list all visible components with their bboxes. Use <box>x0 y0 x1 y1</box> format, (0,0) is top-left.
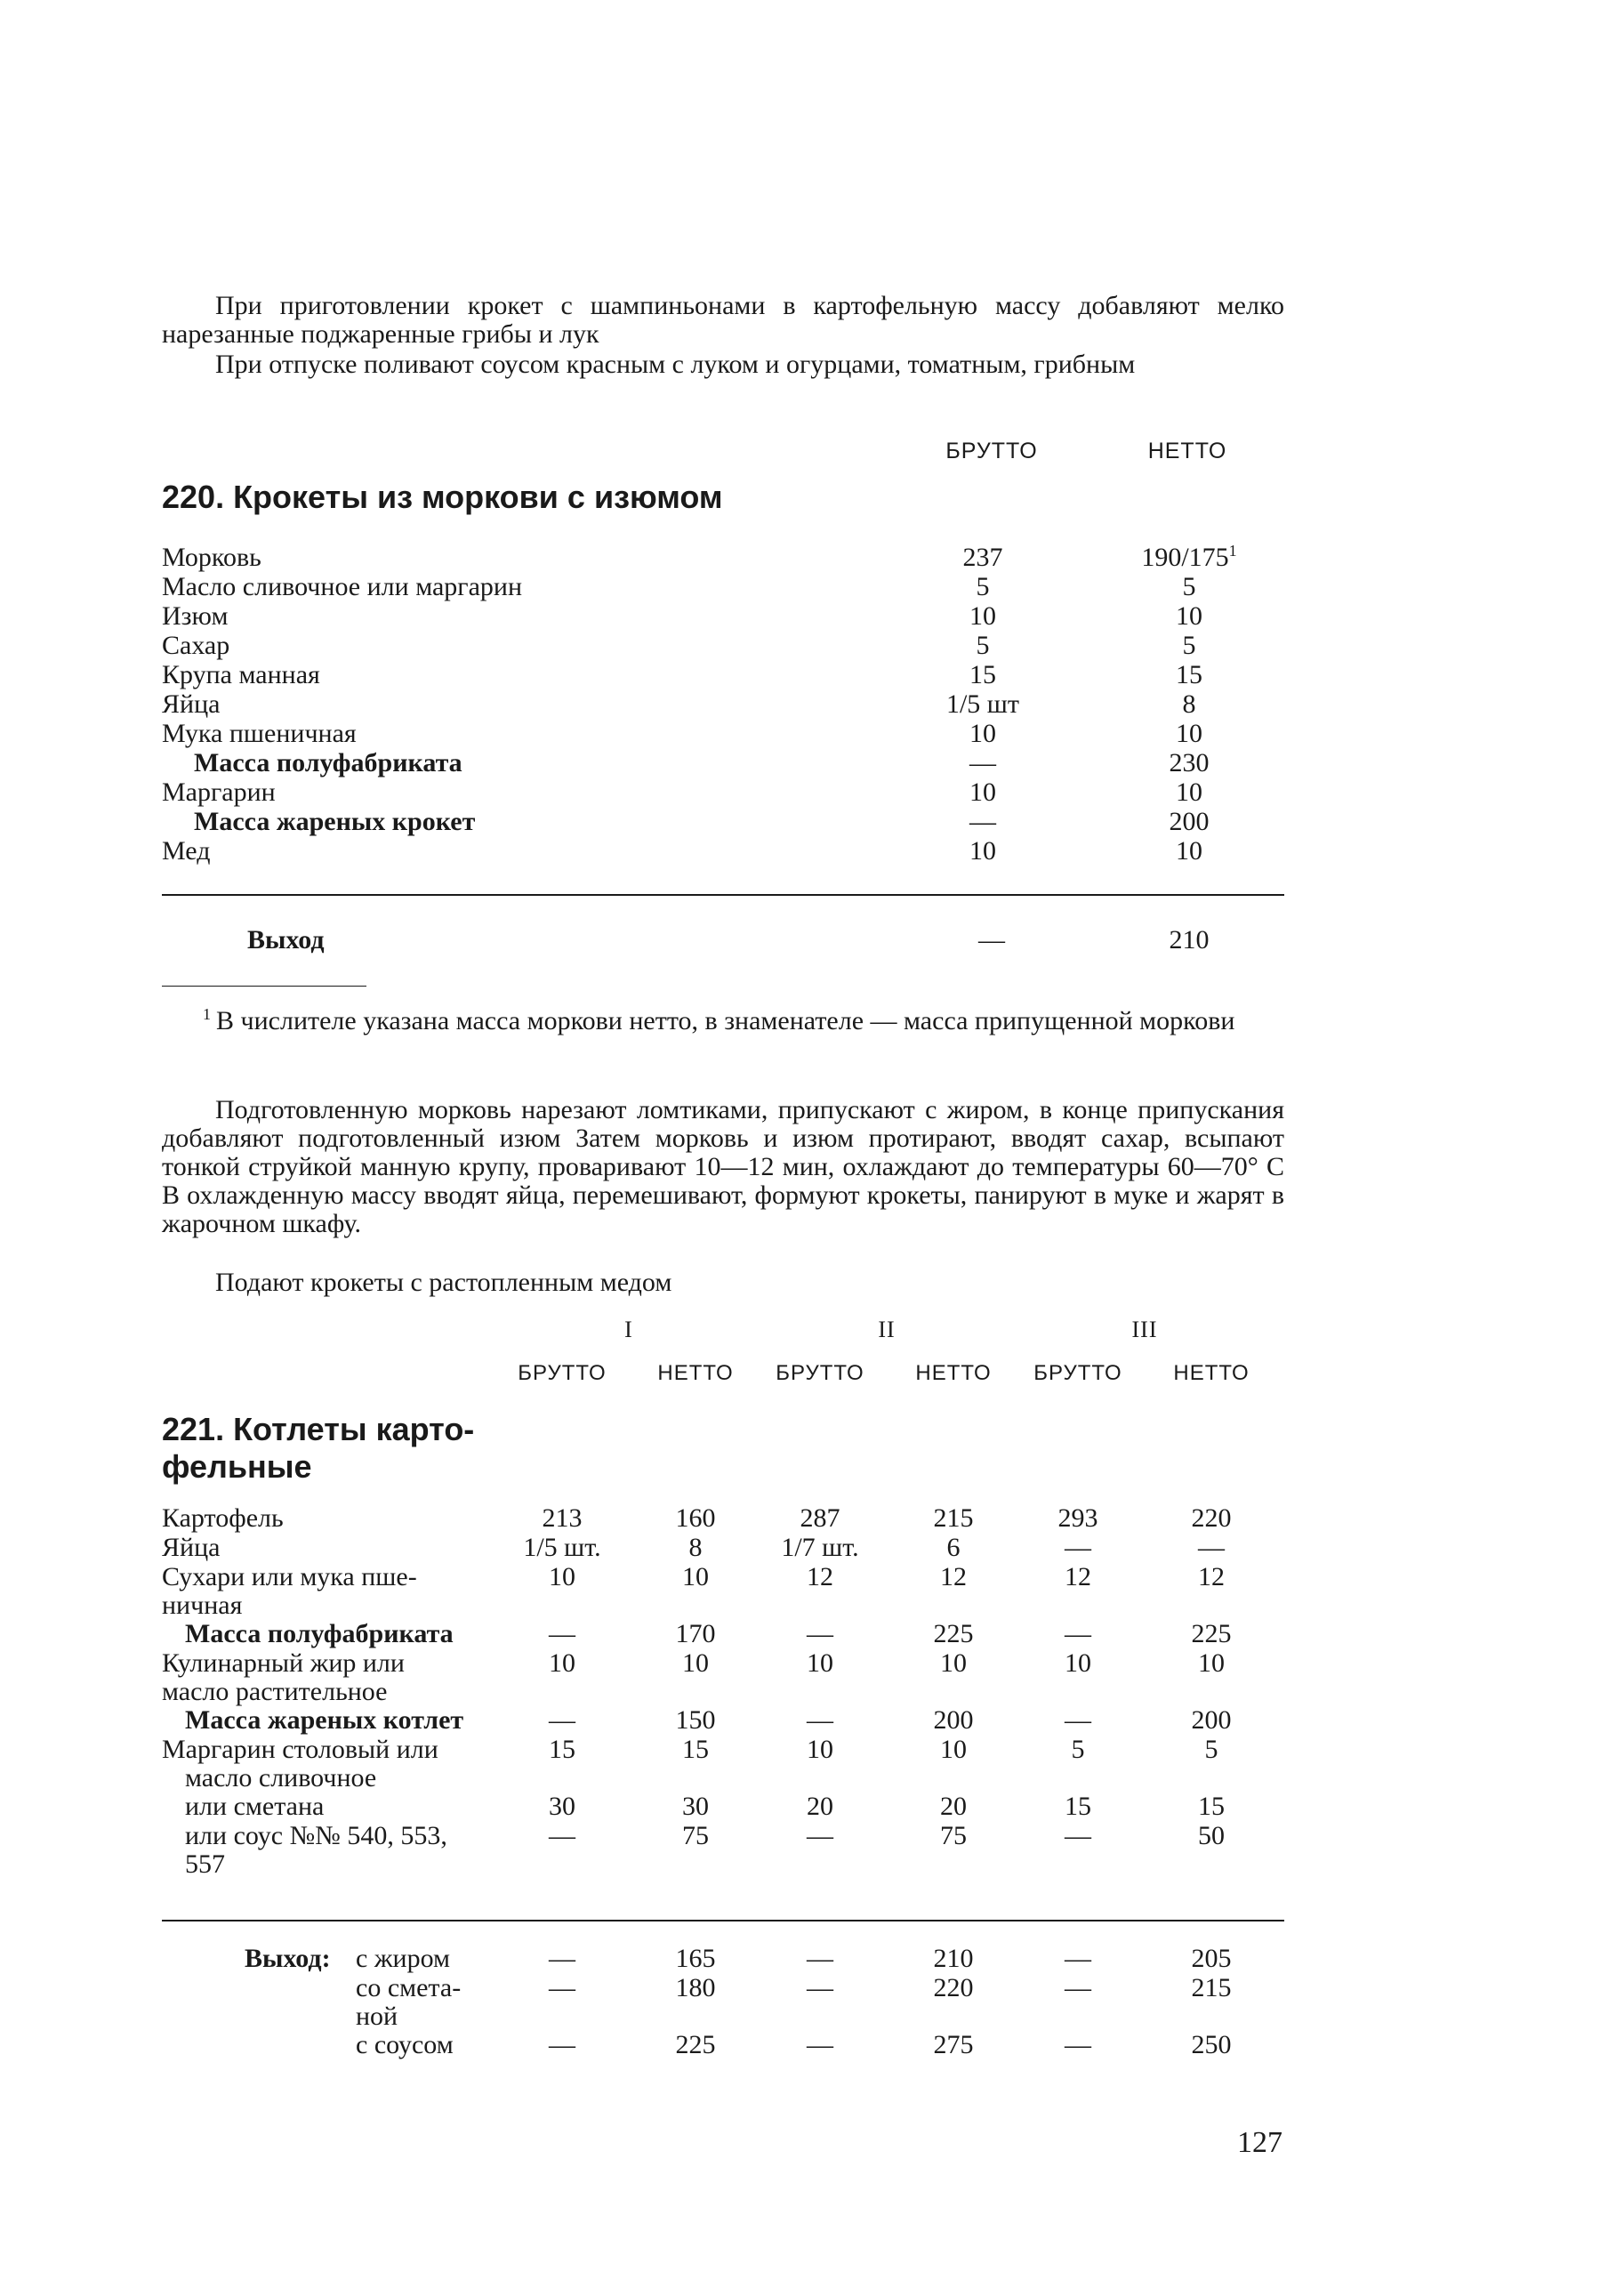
r221-yield-value: — <box>807 1944 833 1973</box>
r220-footnote <box>162 1007 1284 1035</box>
r220-ingredient-name: Сахар <box>162 631 230 660</box>
r220-yield-row <box>0 925 1608 955</box>
r221-row <box>0 1533 1608 1562</box>
r220-netto-text: 10 <box>1176 601 1202 631</box>
r221-value: 200 <box>1191 1705 1232 1735</box>
r221-row <box>0 1821 1608 1879</box>
r220-serving-text: Подают крокеты с растопленным медом <box>215 1268 672 1297</box>
footnote-rule <box>162 986 366 987</box>
r221-group-1: I <box>624 1317 633 1342</box>
r220-row <box>0 572 1608 601</box>
r221-value: 225 <box>933 1619 974 1648</box>
r221-group-2: II <box>878 1317 896 1342</box>
r220-brutto-value: 10 <box>969 601 996 631</box>
r220-netto-text: 10 <box>1176 777 1202 807</box>
r220-brutto-value: 10 <box>969 836 996 866</box>
r220-netto-text: 15 <box>1176 660 1202 689</box>
r221-value: — <box>549 1705 575 1735</box>
r221-value: 215 <box>933 1503 974 1533</box>
r220-ingredient-name: Масса полуфабриката <box>194 748 462 777</box>
r220-netto-value <box>1122 807 1256 836</box>
r221-col-header: БРУТТО <box>776 1361 864 1385</box>
intro-paragraph-2 <box>162 350 1284 379</box>
r221-value: 10 <box>549 1648 575 1678</box>
r221-col-header: БРУТТО <box>1033 1361 1122 1385</box>
r221-yield-row <box>0 2030 1608 2059</box>
r220-netto-value <box>1122 689 1256 719</box>
r221-value: — <box>1065 1821 1091 1850</box>
r220-netto-text: 190/175 <box>1141 543 1229 572</box>
r221-value: — <box>549 1821 575 1850</box>
r221-yield-value: 210 <box>933 1944 974 1973</box>
r220-row <box>0 543 1608 572</box>
r220-title: 220. Крокеты из моркови с изюмом <box>162 479 723 515</box>
r220-row <box>0 719 1608 748</box>
r221-value: — <box>1065 1533 1091 1562</box>
r220-method-text: Подготовленную морковь нарезают ломтиками, припускают с жиром, в конце припускания добавляют подготовленный изюм Затем морковь и изюм протирают, вводят сахар, всыпают тонкой струйкой манную крупу, проваривают 10—12 мин, охлаждают до температуры 60—70° С В охлажденную массу вводят яйца, перемешивают, формуют крокеты, панируют в муке и жарят в жарочном шкафу. <box>162 1095 1284 1238</box>
r221-col-header: БРУТТО <box>518 1361 607 1385</box>
r221-value: 75 <box>682 1821 709 1850</box>
r221-yield-value: 180 <box>675 1973 716 2002</box>
r221-yield-row <box>0 1944 1608 1973</box>
r221-value: 10 <box>1198 1648 1225 1678</box>
r220-row <box>0 601 1608 631</box>
r220-netto-value <box>1122 748 1256 777</box>
r221-value: 15 <box>682 1735 709 1764</box>
r221-title-line-2: фельные <box>162 1448 312 1485</box>
r221-value: 12 <box>1065 1562 1091 1591</box>
r221-row <box>0 1562 1608 1620</box>
r221-yield-name: с жиром <box>356 1944 451 1973</box>
r221-yield-value: 205 <box>1191 1944 1232 1973</box>
r221-ingredient-name-cont: ничная <box>162 1591 243 1620</box>
r220-ingredient-name: Масса жареных крокет <box>194 807 476 836</box>
r221-value: 10 <box>682 1562 709 1591</box>
r220-yield-netto: 210 <box>1169 925 1210 955</box>
r221-value: 10 <box>682 1648 709 1678</box>
r220-brutto-value: — <box>969 748 996 777</box>
r221-ingredient-name-cont: 557 <box>185 1849 225 1879</box>
r220-netto-text: 5 <box>1182 631 1196 660</box>
r221-ingredient-name-cont: масло сливочное <box>185 1763 377 1792</box>
r220-col-brutto: БРУТТО <box>945 439 1038 463</box>
r221-value: 12 <box>1198 1562 1225 1591</box>
r220-netto-value <box>1122 601 1256 631</box>
r220-brutto-value: 5 <box>976 631 990 660</box>
r221-yield-name-cont: ной <box>356 2002 398 2031</box>
r220-netto-text: 200 <box>1169 807 1210 836</box>
r221-value: — <box>1065 1705 1091 1735</box>
r220-ingredient-name: Мука пшеничная <box>162 719 357 748</box>
r221-col-header: НЕТТО <box>657 1361 734 1385</box>
r220-ingredient-name: Крупа манная <box>162 660 320 689</box>
r221-value: — <box>1065 1619 1091 1648</box>
r221-value: 150 <box>675 1705 716 1735</box>
r221-yield-row <box>0 1973 1608 2031</box>
r221-yield-value: 165 <box>675 1944 716 1973</box>
r220-brutto-value: 5 <box>976 572 990 601</box>
r221-title-line-1: 221. Котлеты карто- <box>162 1411 475 1447</box>
r221-yield-value: — <box>1065 2030 1091 2059</box>
r220-yield-brutto: — <box>978 925 1005 955</box>
r221-yield-value: — <box>549 2030 575 2059</box>
r221-value: — <box>807 1619 833 1648</box>
r220-netto-value <box>1122 631 1256 660</box>
footnote-text: В числителе указана масса моркови нетто, в знаменателе — масса припущенной моркови <box>216 1006 1235 1035</box>
r221-value: 5 <box>1204 1735 1218 1764</box>
r221-value: 15 <box>1198 1792 1225 1821</box>
r221-value: 220 <box>1191 1503 1232 1533</box>
r220-brutto-value: 10 <box>969 719 996 748</box>
r221-value: 200 <box>933 1705 974 1735</box>
r221-ingredient-name: Маргарин столовый или <box>162 1735 438 1764</box>
r221-row <box>0 1792 1608 1821</box>
r221-ingredient-name: или сметана <box>185 1792 325 1821</box>
r221-yield-value: — <box>807 1973 833 2002</box>
r221-ingredient-name: Яйца <box>162 1533 221 1562</box>
r221-col-header: НЕТТО <box>1173 1361 1250 1385</box>
r221-value: 30 <box>682 1792 709 1821</box>
r220-brutto-value: — <box>969 807 996 836</box>
r221-yield-label: Выход: <box>245 1944 331 1973</box>
r221-value: 170 <box>675 1619 716 1648</box>
r221-yield-name: со смета- <box>356 1973 462 2002</box>
r221-yield-value: 250 <box>1191 2030 1232 2059</box>
r221-value: 8 <box>688 1533 703 1562</box>
r221-ingredient-name: Сухари или мука пше- <box>162 1562 417 1591</box>
r221-value: 1/5 шт. <box>523 1533 601 1562</box>
r221-ingredient-name: Кулинарный жир или <box>162 1648 405 1678</box>
r221-row <box>0 1735 1608 1792</box>
r221-col-header: НЕТТО <box>915 1361 992 1385</box>
r221-value: 20 <box>807 1792 833 1821</box>
r220-ingredient-name: Морковь <box>162 543 261 572</box>
r221-value: — <box>807 1821 833 1850</box>
r221-value: 225 <box>1191 1619 1232 1648</box>
r220-brutto-value: 237 <box>962 543 1003 572</box>
r220-row <box>0 660 1608 689</box>
r220-brutto-value: 1/5 шт <box>945 689 1020 719</box>
r220-netto-text: 10 <box>1176 836 1202 866</box>
r221-ingredient-name: или соус №№ 540, 553, <box>185 1821 447 1850</box>
r221-yield-value: — <box>549 1944 575 1973</box>
footnote-mark: 1 <box>203 1005 211 1023</box>
r221-value: 30 <box>549 1792 575 1821</box>
page-number: 127 <box>1237 2126 1282 2159</box>
r221-value: 10 <box>807 1648 833 1678</box>
r221-row <box>0 1619 1608 1648</box>
r220-ingredient-name: Масло сливочное или маргарин <box>162 572 523 601</box>
r221-value: — <box>807 1705 833 1735</box>
r221-yield-name: с соусом <box>356 2030 454 2059</box>
r221-ingredient-name-cont: масло растительное <box>162 1677 388 1706</box>
r220-netto-text: 8 <box>1182 689 1196 719</box>
r220-row <box>0 689 1608 719</box>
r220-ingredient-name: Мед <box>162 836 211 866</box>
r220-netto-text: 10 <box>1176 719 1202 748</box>
r220-netto-value <box>1122 836 1256 866</box>
r221-value: 12 <box>807 1562 833 1591</box>
r221-value: 10 <box>1065 1648 1091 1678</box>
r221-yield-value: 215 <box>1191 1973 1232 2002</box>
r220-row <box>0 807 1608 836</box>
r220-ingredient-name: Изюм <box>162 601 229 631</box>
r221-yield-value: 220 <box>933 1973 974 2002</box>
r220-netto-text: 230 <box>1169 748 1210 777</box>
r221-value: 10 <box>940 1648 967 1678</box>
r221-value: 1/7 шт. <box>781 1533 859 1562</box>
r220-netto-value <box>1122 543 1256 572</box>
r221-yield-value: — <box>807 2030 833 2059</box>
r221-value: 213 <box>542 1503 583 1533</box>
r220-row <box>0 777 1608 807</box>
r220-row <box>0 748 1608 777</box>
r220-brutto-value: 10 <box>969 777 996 807</box>
r221-value: 75 <box>940 1821 967 1850</box>
r221-value: 12 <box>940 1562 967 1591</box>
r221-value: 20 <box>940 1792 967 1821</box>
r221-value: 6 <box>946 1533 961 1562</box>
r221-value: 50 <box>1198 1821 1225 1850</box>
r221-yield-value: — <box>549 1973 575 2002</box>
r221-ingredient-name: Масса жареных котлет <box>185 1705 464 1735</box>
r221-value: — <box>549 1619 575 1648</box>
r221-ingredient-name: Масса полуфабриката <box>185 1619 454 1648</box>
r221-value: — <box>1198 1533 1225 1562</box>
intro-text-1: При приготовлении крокет с шампиньонами в картофельную массу добавляют мелко нарезанные поджаренные грибы и лук <box>162 291 1284 349</box>
r220-ingredient-name: Маргарин <box>162 777 276 807</box>
r221-value: 10 <box>549 1562 575 1591</box>
r220-serving-paragraph <box>162 1269 1284 1297</box>
r221-value: 287 <box>800 1503 840 1533</box>
r220-col-netto: НЕТТО <box>1147 439 1227 463</box>
intro-paragraph-1 <box>162 292 1284 349</box>
r220-footnote-ref: 1 <box>1228 542 1237 560</box>
r221-row <box>0 1648 1608 1706</box>
r221-ingredient-name: Картофель <box>162 1503 284 1533</box>
r221-yield-value: 225 <box>675 2030 716 2059</box>
r220-netto-value <box>1122 777 1256 807</box>
r221-yield-value: — <box>1065 1944 1091 1973</box>
r220-netto-value <box>1122 660 1256 689</box>
r221-table-rule <box>162 1920 1284 1921</box>
r220-row <box>0 631 1608 660</box>
r221-row <box>0 1503 1608 1533</box>
r220-netto-value <box>1122 572 1256 601</box>
intro-text-2: При отпуске поливают соусом красным с луком и огурцами, томатным, грибным <box>215 350 1136 379</box>
r221-value: 293 <box>1057 1503 1098 1533</box>
r220-row <box>0 836 1608 866</box>
r221-value: 10 <box>940 1735 967 1764</box>
r220-netto-text: 5 <box>1182 572 1196 601</box>
r221-yield-value: 275 <box>933 2030 974 2059</box>
r220-brutto-value: 15 <box>969 660 996 689</box>
r220-table-rule <box>162 894 1284 896</box>
r221-value: 5 <box>1071 1735 1085 1764</box>
r221-value: 160 <box>675 1503 716 1533</box>
r221-value: 15 <box>549 1735 575 1764</box>
r220-method-paragraph <box>162 1096 1284 1238</box>
r221-value: 15 <box>1065 1792 1091 1821</box>
r221-yield-value: — <box>1065 1973 1091 2002</box>
r220-netto-value <box>1122 719 1256 748</box>
r220-ingredient-name: Яйца <box>162 689 221 719</box>
r221-row <box>0 1705 1608 1735</box>
r221-group-3: III <box>1131 1317 1158 1342</box>
r220-yield-label: Выход <box>247 925 325 955</box>
r221-value: 10 <box>807 1735 833 1764</box>
